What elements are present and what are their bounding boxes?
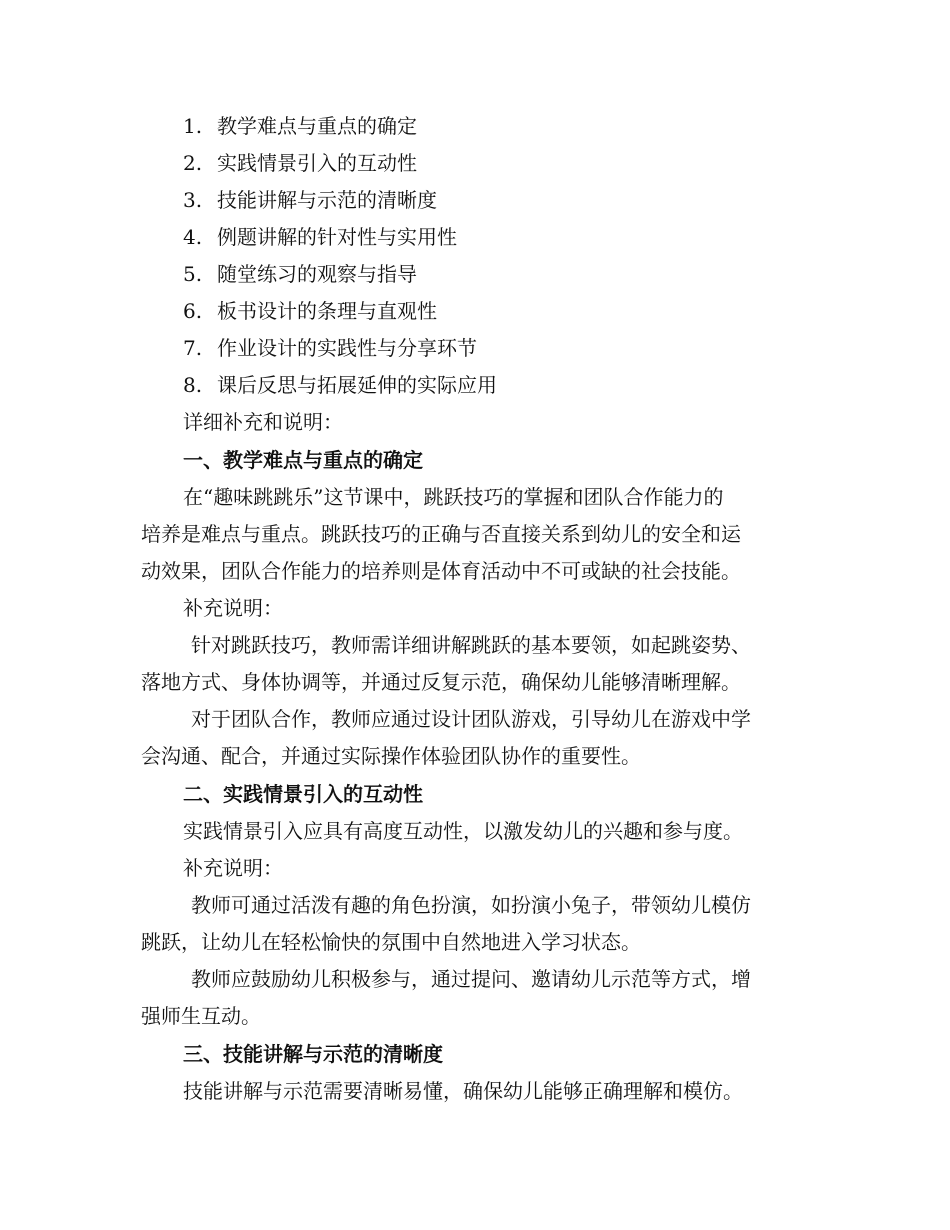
supplement-label: 补充说明： xyxy=(183,596,283,620)
section-heading: 一、教学难点与重点的确定 xyxy=(183,448,423,472)
supplement-label: 补充说明： xyxy=(183,856,283,880)
paragraph-line: 落地方式、身体协调等，并通过反复示范，确保幼儿能够清晰理解。 xyxy=(141,670,741,694)
paragraph-line: 强师生互动。 xyxy=(141,1004,261,1028)
toc-text: 例题讲解的针对性与实用性 xyxy=(217,225,457,249)
toc-number: 5. xyxy=(183,262,203,286)
paragraph-line: 教师可通过活泼有趣的角色扮演，如扮演小兔子，带领幼儿模仿 xyxy=(191,893,751,917)
paragraph-line: 技能讲解与示范需要清晰易懂，确保幼儿能够正确理解和模仿。 xyxy=(183,1079,743,1103)
paragraph-line: 培养是难点与重点。跳跃技巧的正确与否直接关系到幼儿的安全和运 xyxy=(141,522,741,546)
toc-text: 课后反思与拓展延伸的实际应用 xyxy=(217,373,497,397)
toc-number: 6. xyxy=(183,299,203,323)
toc-item xyxy=(183,261,417,287)
intro-text: 详细补充和说明： xyxy=(183,410,343,434)
section-heading: 二、实践情景引入的互动性 xyxy=(183,782,423,806)
toc-number: 1. xyxy=(183,114,203,138)
toc-number: 8. xyxy=(183,373,203,397)
toc-number: 3. xyxy=(183,188,203,212)
toc-item xyxy=(183,335,477,361)
paragraph-line: 实践情景引入应具有高度互动性，以激发幼儿的兴趣和参与度。 xyxy=(183,819,743,843)
paragraph-line: 在“趣味跳跳乐”这节课中，跳跃技巧的掌握和团队合作能力的 xyxy=(183,485,724,509)
toc-number: 7. xyxy=(183,336,203,360)
section-heading: 三、技能讲解与示范的清晰度 xyxy=(183,1042,443,1066)
toc-text: 板书设计的条理与直观性 xyxy=(217,299,437,323)
paragraph-line: 对于团队合作，教师应通过设计团队游戏，引导幼儿在游戏中学 xyxy=(191,707,751,731)
paragraph-line: 教师应鼓励幼儿积极参与，通过提问、邀请幼儿示范等方式，增 xyxy=(191,967,751,991)
toc-text: 技能讲解与示范的清晰度 xyxy=(217,188,437,212)
toc-number: 4. xyxy=(183,225,203,249)
toc-item xyxy=(183,187,437,213)
toc-text: 随堂练习的观察与指导 xyxy=(217,262,417,286)
toc-item xyxy=(183,150,417,176)
toc-text: 教学难点与重点的确定 xyxy=(217,114,417,138)
toc-item xyxy=(183,224,457,250)
toc-text: 作业设计的实践性与分享环节 xyxy=(217,336,477,360)
toc-item xyxy=(183,372,497,398)
toc-item xyxy=(183,298,437,324)
paragraph-line: 针对跳跃技巧，教师需详细讲解跳跃的基本要领，如起跳姿势、 xyxy=(191,633,751,657)
paragraph-line: 会沟通、配合，并通过实际操作体验团队协作的重要性。 xyxy=(141,744,641,768)
toc-text: 实践情景引入的互动性 xyxy=(217,151,417,175)
paragraph-line: 跳跃，让幼儿在轻松愉快的氛围中自然地进入学习状态。 xyxy=(141,930,641,954)
toc-item xyxy=(183,113,417,139)
toc-number: 2. xyxy=(183,151,203,175)
paragraph-line: 动效果，团队合作能力的培养则是体育活动中不可或缺的社会技能。 xyxy=(141,559,741,583)
